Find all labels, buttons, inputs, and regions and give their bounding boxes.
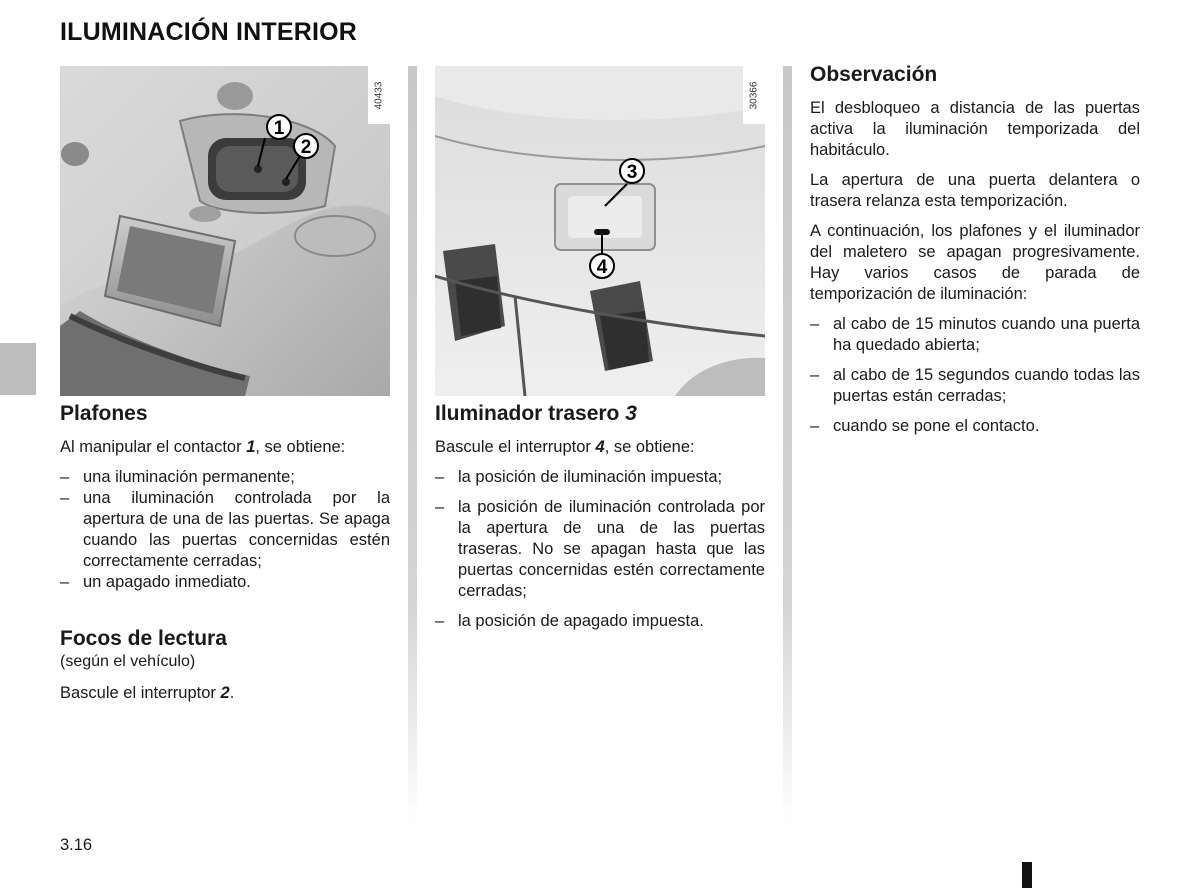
page-number: 3.16 xyxy=(60,836,93,854)
column-divider-1 xyxy=(408,66,417,826)
heading-plafones: Plafones xyxy=(60,402,148,425)
section-tab xyxy=(0,343,36,395)
iluminador-intro: Bascule el interruptor 4, se obtiene: xyxy=(435,438,695,456)
overhead-console-illustration xyxy=(60,66,390,396)
figure-code: 30366 xyxy=(748,81,760,109)
figure-rear-light xyxy=(435,66,765,396)
column-divider-2 xyxy=(783,66,792,826)
ref-2: 2 xyxy=(220,684,230,702)
rear-light-illustration xyxy=(435,66,765,396)
figure-code-box xyxy=(368,66,390,124)
callout-4-label: 4 xyxy=(596,257,608,278)
callout-1-label: 1 xyxy=(273,118,285,139)
column-observacion xyxy=(810,63,1140,446)
column-iluminador-trasero xyxy=(435,402,765,641)
list-item: – una iluminación permanente; xyxy=(60,467,390,488)
list-item: – al cabo de 15 minutos cuando una puerta ha quedado abierta; xyxy=(810,314,1140,356)
heading-observacion: Observación xyxy=(810,63,938,86)
callout-3-label: 3 xyxy=(626,162,638,183)
observacion-paragraph: La apertura de una puerta delantera o trasera relanza esta temporización. xyxy=(810,171,1140,210)
page-title: ILUMINACIÓN INTERIOR xyxy=(60,18,358,46)
heading-iluminador-trasero: Iluminador trasero 3 xyxy=(435,402,637,425)
iluminador-list xyxy=(435,467,765,632)
list-item: – cuando se pone el contacto. xyxy=(810,416,1140,437)
ref-3: 3 xyxy=(625,402,637,425)
list-item: – un apagado inmediato. xyxy=(60,572,390,593)
figure-overhead-console xyxy=(60,66,390,396)
list-item: – al cabo de 15 segundos cuando todas las puertas están cerradas; xyxy=(810,365,1140,407)
figure-code-box xyxy=(743,66,765,124)
ref-4: 4 xyxy=(595,438,605,456)
observacion-paragraph: El desbloqueo a distancia de las puertas activa la iluminación temporizada del habitáculo. xyxy=(810,99,1140,159)
callout-2-label: 2 xyxy=(300,137,312,158)
list-item: – la posición de iluminación impuesta; xyxy=(435,467,765,488)
figure-code: 40433 xyxy=(373,81,385,109)
list-item: – la posición de iluminación controlada por la apertura de una de las puertas traseras. No se apagan hasta que las puertas concernidas estén correctamente cerradas; xyxy=(435,497,765,602)
corner-mark xyxy=(1022,862,1032,888)
list-item: – la posición de apagado impuesta. xyxy=(435,611,765,632)
plafones-list xyxy=(60,467,390,593)
list-item: – una iluminación controlada por la apertura de una de las puertas. Se apaga cuando las puertas concernidas estén correctamente cerradas; xyxy=(60,488,390,572)
focos-subtitle: (según el vehículo) xyxy=(60,653,196,670)
observacion-paragraph: A continuación, los plafones y el iluminador del maletero se apagan progresivamente. Hay varios casos de parada de temporización de iluminación: xyxy=(810,222,1140,303)
focos-text: Bascule el interruptor 2. xyxy=(60,684,235,702)
ref-1: 1 xyxy=(246,438,256,456)
heading-focos-de-lectura: Focos de lectura xyxy=(60,627,227,650)
plafones-intro: Al manipular el contactor 1, se obtiene: xyxy=(60,438,346,456)
column-plafones xyxy=(60,402,390,713)
observacion-list xyxy=(810,314,1140,437)
